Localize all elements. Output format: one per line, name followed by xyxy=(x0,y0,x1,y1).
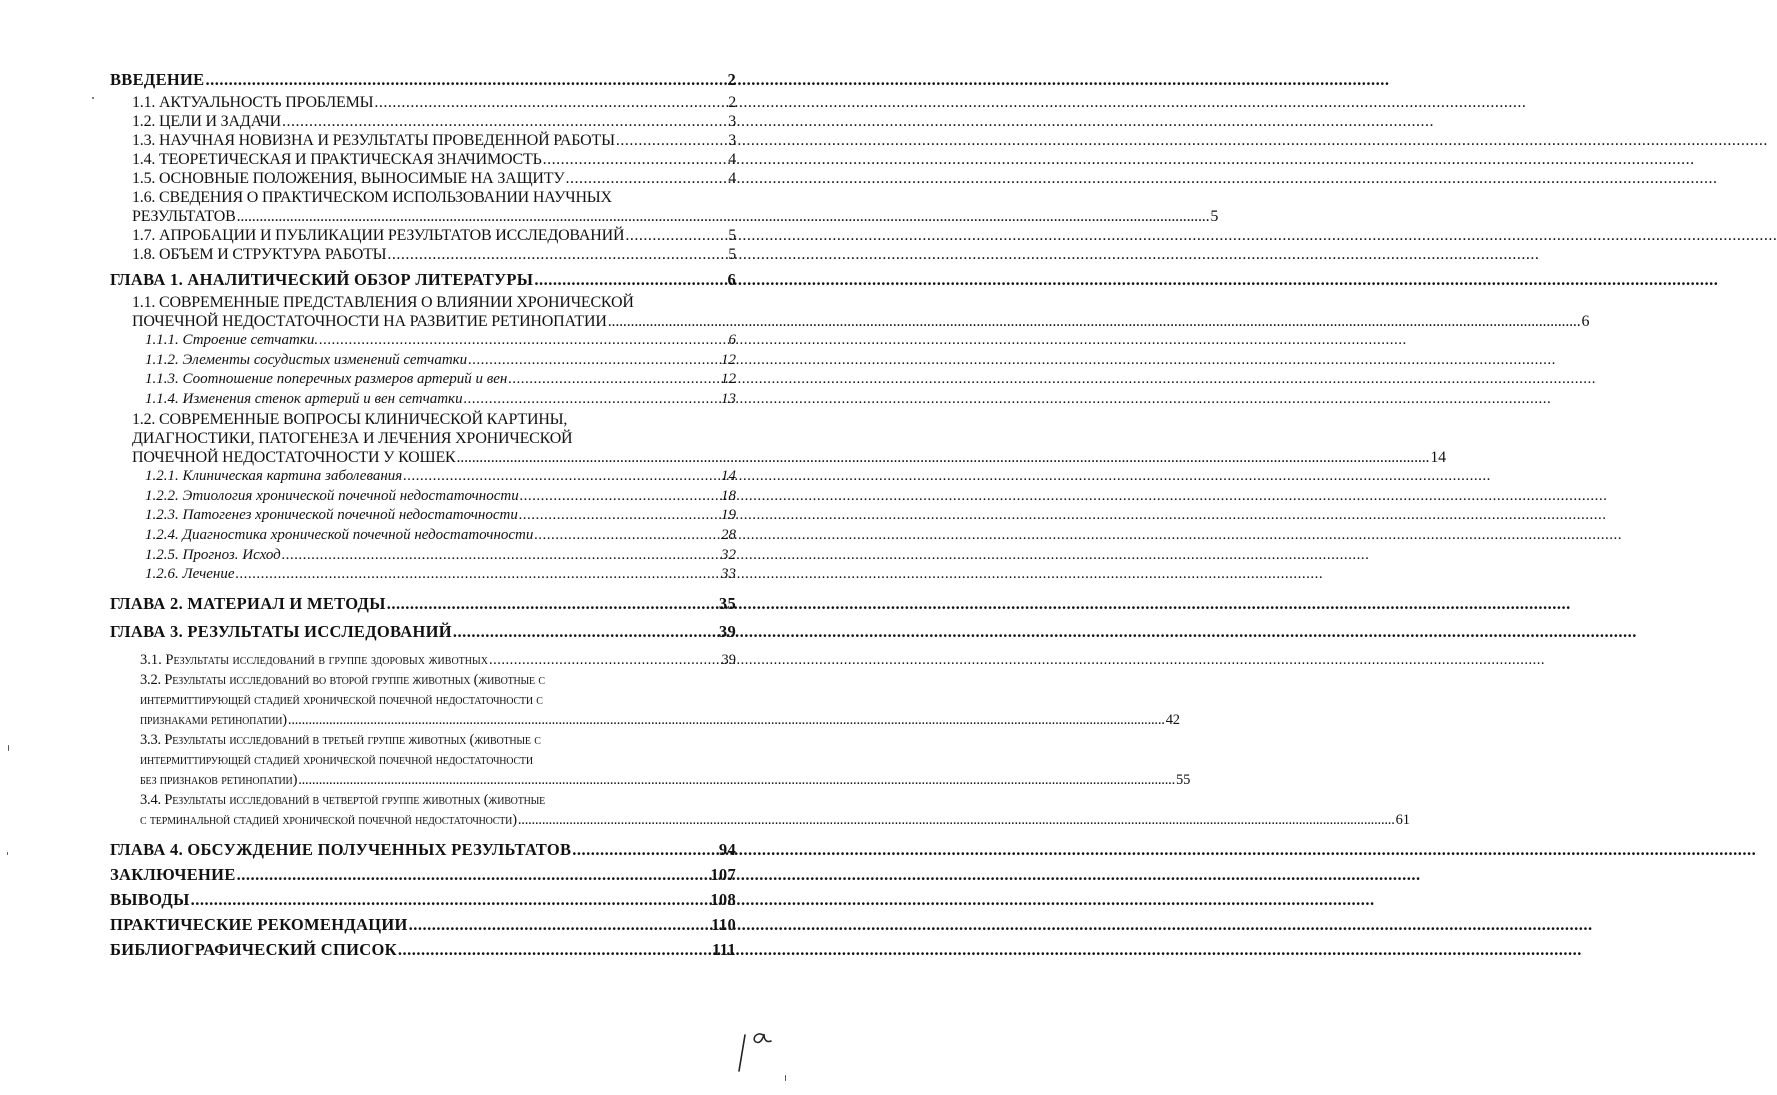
toc-subitem[interactable] xyxy=(110,370,736,390)
scan-speck xyxy=(92,97,94,99)
dot-leader xyxy=(508,370,720,390)
dot-leader xyxy=(608,312,1581,331)
toc-title: 1.2.5. Прогноз. Исход xyxy=(145,546,281,563)
toc-subitem[interactable] xyxy=(110,526,736,546)
toc-title: 1.8. ОБЪЕМ И СТРУКТУРА РАБОТЫ xyxy=(132,246,387,263)
dot-leader xyxy=(543,150,728,169)
toc-title-line: ДИАГНОСТИКИ, ПАТОГЕНЕЗА И ЛЕЧЕНИЯ ХРОНИЧЕСКОЙ xyxy=(132,429,573,447)
toc-page: 35 xyxy=(718,594,736,614)
scan-speck xyxy=(785,1075,786,1081)
toc-item[interactable] xyxy=(110,112,736,131)
dot-leader xyxy=(534,526,720,546)
toc-title-line: 3.3. Результаты исследований в третьей группе животных (животные с xyxy=(140,732,541,749)
dot-leader xyxy=(237,865,710,884)
toc-subitem[interactable] xyxy=(110,351,736,371)
toc-subitem[interactable] xyxy=(110,565,736,585)
dot-leader xyxy=(534,270,726,289)
toc-subitem[interactable] xyxy=(110,390,736,410)
toc-page: 110 xyxy=(711,915,736,935)
toc-page: 107 xyxy=(710,865,736,885)
toc-title: 1.2.3. Патогенез хронической почечной недостаточности xyxy=(145,507,518,524)
dot-leader xyxy=(374,93,727,112)
toc-title-line: ПОЧЕЧНОЙ НЕДОСТАТОЧНОСТИ У КОШЕК xyxy=(132,448,456,466)
toc-title: ПРАКТИЧЕСКИЕ РЕКОМЕНДАЦИИ xyxy=(110,915,408,935)
toc-page: 14 xyxy=(1430,448,1446,466)
toc-item[interactable] xyxy=(110,131,736,150)
toc-title: 1.1.2. Элементы сосудистых изменений сетчатки xyxy=(145,351,468,368)
toc-chapter-3[interactable] xyxy=(110,622,736,641)
toc-title: 1.2.2. Этиология хронической почечной недостаточности xyxy=(145,487,519,504)
toc-page: 6 xyxy=(1581,313,1590,330)
toc-title: 1.2.1. Клиническая картина заболевания xyxy=(145,467,403,484)
toc-item-multiline[interactable] xyxy=(110,790,1410,830)
toc-title: 3.1. Результаты исследований в группе здоровых животных xyxy=(140,652,488,669)
toc-title: ГЛАВА 3. РЕЗУЛЬТАТЫ ИССЛЕДОВАНИЙ xyxy=(110,622,452,642)
toc-title: 1.1.3. Соотношение поперечных размеров артерий и вен xyxy=(145,371,508,388)
dot-leader xyxy=(409,915,711,934)
toc-title: ГЛАВА 2. МАТЕРИАЛ И МЕТОДЫ xyxy=(110,594,386,614)
toc-title-line: ПОЧЕЧНОЙ НЕДОСТАТОЧНОСТИ НА РАЗВИТИЕ РЕТИНОПАТИИ xyxy=(132,313,607,330)
toc-subitem[interactable] xyxy=(110,331,736,351)
toc-item-multiline[interactable] xyxy=(110,670,1180,730)
toc-title-line: без признаков ретинопатии) xyxy=(140,772,298,789)
table-of-contents xyxy=(110,70,1590,963)
toc-page: 32 xyxy=(721,546,736,563)
toc-subitem[interactable] xyxy=(110,506,736,526)
toc-recommendations[interactable] xyxy=(110,915,736,934)
dot-leader xyxy=(518,810,1395,830)
toc-item[interactable] xyxy=(110,650,736,670)
toc-title-line: интермиттирующей стадией хронической почечной недостаточности xyxy=(140,752,533,769)
toc-title: БИБЛИОГРАФИЧЕСКИЙ СПИСОК xyxy=(110,940,397,960)
dot-leader xyxy=(191,890,710,909)
toc-subitem[interactable] xyxy=(110,487,736,507)
toc-page: 111 xyxy=(712,940,736,960)
scan-speck xyxy=(8,745,9,751)
toc-findings[interactable] xyxy=(110,890,736,909)
toc-title: 1.2. ЦЕЛИ И ЗАДАЧИ xyxy=(132,113,282,130)
scan-speck xyxy=(7,852,8,855)
dot-leader xyxy=(572,840,718,859)
dot-leader xyxy=(282,546,720,566)
dot-leader xyxy=(288,710,1165,730)
toc-page: 12 xyxy=(721,351,736,368)
dot-leader xyxy=(403,467,720,487)
toc-item-multiline[interactable] xyxy=(110,730,1191,790)
toc-chapter-1[interactable] xyxy=(110,270,736,289)
toc-title: 1.3. НАУЧНАЯ НОВИЗНА И РЕЗУЛЬТАТЫ ПРОВЕДЕННОЙ РАБОТЫ xyxy=(132,132,615,149)
toc-bibliography[interactable] xyxy=(110,940,736,959)
toc-page: 5 xyxy=(728,246,736,263)
dot-leader xyxy=(319,331,727,351)
toc-item[interactable] xyxy=(110,245,736,264)
toc-page: 2 xyxy=(728,94,736,111)
toc-title: 1.4. ТЕОРЕТИЧЕСКАЯ И ПРАКТИЧЕСКАЯ ЗНАЧИМОСТЬ xyxy=(132,151,542,168)
toc-title: 1.5. ОСНОВНЫЕ ПОЛОЖЕНИЯ, ВЫНОСИМЫЕ НА ЗАЩИТУ xyxy=(132,170,565,187)
toc-page: 19 xyxy=(721,507,736,524)
toc-page: 18 xyxy=(721,487,736,504)
toc-title-line: 1.1. СОВРЕМЕННЫЕ ПРЕДСТАВЛЕНИЯ О ВЛИЯНИИ ХРОНИЧЕСКОЙ xyxy=(132,294,634,311)
toc-page: 3 xyxy=(728,132,736,149)
toc-title-line: 1.2. СОВРЕМЕННЫЕ ВОПРОСЫ КЛИНИЧЕСКОЙ КАРТИНЫ, xyxy=(132,410,568,428)
toc-page: 55 xyxy=(1176,772,1191,789)
dot-leader xyxy=(298,770,1175,790)
dot-leader xyxy=(387,594,718,613)
dot-leader xyxy=(489,650,721,670)
toc-title-line: признаками ретинопатии) xyxy=(140,712,287,729)
dot-leader xyxy=(519,506,720,526)
dot-leader xyxy=(205,70,726,89)
dot-leader xyxy=(237,207,1210,226)
toc-title: ЗАКЛЮЧЕНИЕ xyxy=(110,865,236,885)
toc-title-line: 3.4. Результаты исследований в четвертой группе животных (животные xyxy=(140,792,546,809)
toc-page: 12 xyxy=(721,371,736,388)
toc-page: 13 xyxy=(721,391,736,408)
toc-item-multiline[interactable] xyxy=(110,410,1446,467)
toc-title-line: 3.2. Результаты исследований во второй группе животных (животные с xyxy=(140,672,545,689)
toc-title-line: с терминальной стадией хронической почечной недостаточности) xyxy=(140,812,517,829)
toc-title: 1.2.6. Лечение xyxy=(145,566,235,583)
toc-page: 39 xyxy=(718,622,736,642)
toc-chapter-4[interactable] xyxy=(110,840,736,859)
toc-title: ГЛАВА 1. АНАЛИТИЧЕСКИЙ ОБЗОР ЛИТЕРАТУРЫ xyxy=(110,270,534,289)
toc-page: 3 xyxy=(728,113,736,130)
toc-page: 61 xyxy=(1395,812,1410,829)
handwritten-page-mark xyxy=(735,1015,780,1075)
toc-page: 6 xyxy=(728,332,736,348)
toc-page: 4 xyxy=(728,170,736,187)
dot-leader xyxy=(625,226,727,245)
toc-subitem[interactable] xyxy=(110,546,736,566)
dot-leader xyxy=(464,390,720,410)
dot-leader xyxy=(457,448,1430,467)
dot-leader xyxy=(236,565,720,585)
toc-item-multiline[interactable] xyxy=(110,293,1590,331)
toc-page: 6 xyxy=(727,270,736,289)
toc-subitem[interactable] xyxy=(110,467,736,487)
toc-page: 2 xyxy=(727,70,736,89)
toc-page: 5 xyxy=(1210,208,1219,225)
toc-page: 4 xyxy=(728,151,736,168)
toc-title: 1.1. АКТУАЛЬНОСТЬ ПРОБЛЕМЫ xyxy=(132,94,374,111)
dot-leader xyxy=(520,487,720,507)
toc-item-multiline[interactable] xyxy=(110,188,1219,226)
toc-title: 1.2.4. Диагностика хронической почечной недостаточности xyxy=(145,526,534,543)
toc-title: ГЛАВА 4. ОБСУЖДЕНИЕ ПОЛУЧЕННЫХ РЕЗУЛЬТАТОВ xyxy=(110,840,572,860)
toc-item[interactable] xyxy=(110,226,736,245)
toc-item[interactable] xyxy=(110,150,736,169)
toc-title-line: 1.6. СВЕДЕНИЯ О ПРАКТИЧЕСКОМ ИСПОЛЬЗОВАНИИ НАУЧНЫХ xyxy=(132,189,612,206)
toc-conclusion[interactable] xyxy=(110,865,736,884)
toc-page: 28 xyxy=(721,526,736,543)
toc-chapter-2[interactable] xyxy=(110,594,736,613)
toc-title: 1.1.4. Изменения стенок артерий и вен сетчатки xyxy=(145,391,463,408)
toc-page: 39 xyxy=(721,652,736,669)
toc-title: ВВЕДЕНИЕ xyxy=(110,70,205,89)
toc-page: 42 xyxy=(1165,712,1180,729)
toc-intro[interactable] xyxy=(110,70,736,89)
dot-leader xyxy=(565,169,727,188)
dot-leader xyxy=(282,112,727,131)
dot-leader xyxy=(453,622,718,641)
toc-item[interactable] xyxy=(110,93,736,112)
toc-page: 14 xyxy=(721,467,736,484)
toc-title-line: интермиттирующей стадией хронической почечной недостаточности с xyxy=(140,692,543,709)
dot-leader xyxy=(616,131,727,150)
dot-leader xyxy=(398,940,711,959)
toc-title: 1.7. АПРОБАЦИИ И ПУБЛИКАЦИИ РЕЗУЛЬТАТОВ ИССЛЕДОВАНИЙ xyxy=(132,227,625,244)
toc-title: ВЫВОДЫ xyxy=(110,890,190,910)
toc-title: 1.1.1. Строение сетчатки. xyxy=(145,332,319,348)
toc-page: 33 xyxy=(721,566,736,583)
toc-title-line: РЕЗУЛЬТАТОВ xyxy=(132,208,236,225)
toc-page: 94 xyxy=(718,840,736,860)
toc-page: 5 xyxy=(728,227,736,244)
dot-leader xyxy=(387,245,727,264)
toc-item[interactable] xyxy=(110,169,736,188)
dot-leader xyxy=(468,351,720,371)
toc-page: 108 xyxy=(710,890,736,910)
